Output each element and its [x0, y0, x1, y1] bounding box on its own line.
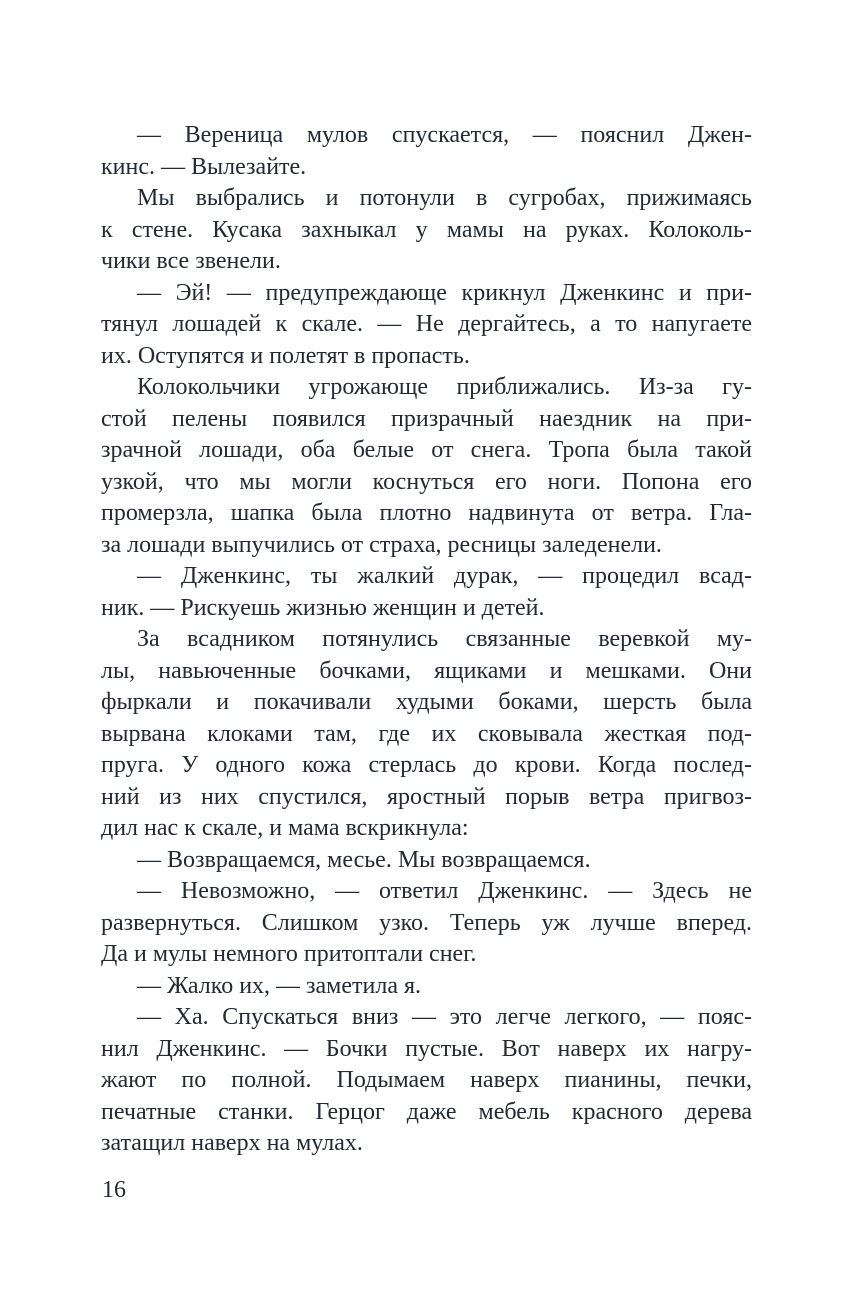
text-line: Да и мулы немного притоптали снег. — [101, 941, 477, 967]
paragraph — [101, 971, 752, 1003]
text-line: кинс. — Вылезайте. — [101, 153, 307, 180]
paragraph — [101, 372, 752, 561]
text-line: ний из них спустился, яростный порыв ветра пригвоз- — [101, 783, 752, 810]
paragraph — [101, 561, 752, 624]
text-line: нил Дженкинс. — Бочки пустые. Вот наверх их нагру- — [101, 1035, 752, 1062]
page-text — [101, 120, 752, 1160]
page-number: 16 — [102, 1177, 126, 1203]
paragraph — [101, 845, 752, 877]
text-line: узкой, что мы могли коснуться его ноги. Попона его — [101, 468, 752, 495]
text-line: стой пелены появился призрачный наездник на при- — [101, 405, 752, 432]
text-line: фыркали и покачивали худыми боками, шерсть была — [101, 689, 752, 715]
paragraph — [101, 1002, 752, 1160]
text-line: зрачной лошади, оба белые от снега. Тропа была такой — [101, 437, 752, 463]
paragraph — [101, 624, 752, 845]
text-line: — Ха. Спускаться вниз — это легче легкого, — пояс- — [137, 1004, 752, 1030]
text-line: — Невозможно, — ответил Дженкинс. — Здесь не — [137, 878, 752, 904]
text-line: Мы выбрались и потонули в сугробах, прижимаясь — [137, 185, 752, 211]
text-line: их. Оступятся и полетят в пропасть. — [101, 342, 470, 369]
text-line: к стене. Кусака захныкал у мамы на руках. Колоколь- — [101, 216, 752, 243]
text-line: тянул лошадей к скале. — Не дергайтесь, а то напугаете — [101, 311, 752, 337]
text-line: ник. — Рискуешь жизнью женщин и детей. — [101, 594, 545, 621]
text-line: жают по полной. Подымаем наверх пианины, печки, — [101, 1067, 752, 1093]
text-line: — Вереница мулов спускается, — пояснил Джен- — [137, 122, 752, 148]
text-line: Колокольчики угрожающе приближались. Из-за гу- — [137, 374, 752, 400]
text-line: промерзла, шапка была плотно надвинута от ветра. Гла- — [101, 500, 752, 526]
text-line: за лошади выпучились от страха, ресницы заледенели. — [101, 531, 662, 558]
text-line: затащил наверх на мулах. — [101, 1130, 363, 1156]
text-line: развернуться. Слишком узко. Теперь уж лучше вперед. — [101, 909, 752, 936]
paragraph — [101, 876, 752, 971]
text-line: лы, навьюченные бочками, ящиками и мешками. Они — [101, 657, 752, 684]
text-line: дил нас к скале, и мама вскрикнула: — [101, 815, 469, 841]
paragraph — [101, 183, 752, 278]
text-line: За всадником потянулись связанные веревкой му- — [137, 626, 752, 652]
text-line: — Жалко их, — заметила я. — [137, 972, 422, 999]
text-line: чики все звенели. — [101, 248, 281, 274]
paragraph — [101, 120, 752, 183]
text-line: — Дженкинс, ты жалкий дурак, — процедил всад- — [137, 563, 752, 589]
text-line: — Эй! — предупреждающе крикнул Дженкинс и при- — [137, 279, 752, 306]
text-line: — Возвращаемся, месье. Мы возвращаемся. — [137, 846, 591, 873]
text-line: пруга. У одного кожа стерлась до крови. Когда послед- — [101, 752, 752, 778]
text-line: печатные станки. Герцог даже мебель красного дерева — [101, 1098, 752, 1125]
paragraph — [101, 278, 752, 373]
text-line: вырвана клоками там, где их сковывала жесткая под- — [101, 720, 752, 747]
